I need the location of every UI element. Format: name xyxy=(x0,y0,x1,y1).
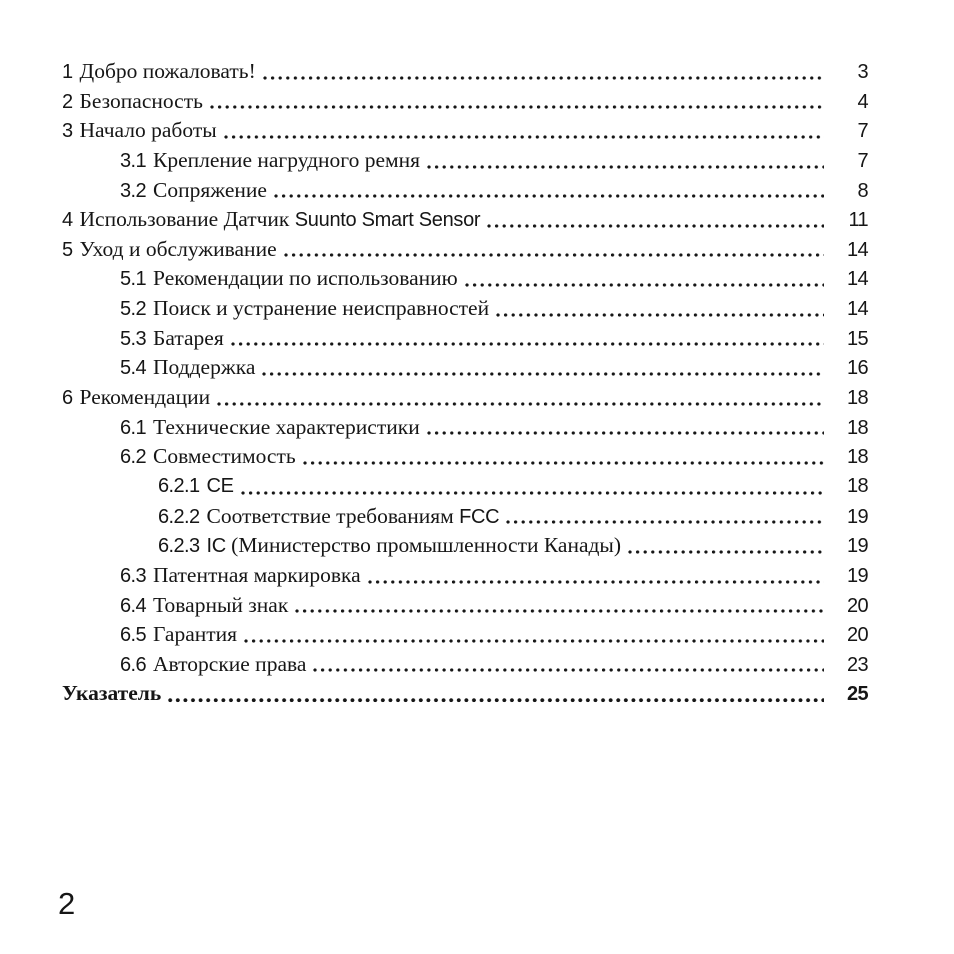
toc-entry-number: 3.2 xyxy=(120,179,147,202)
table-of-contents xyxy=(62,57,868,709)
toc-entry xyxy=(62,679,868,709)
toc-entry-number: 6.2.3 xyxy=(158,535,200,558)
toc-entry-number: 6 xyxy=(62,387,73,410)
toc-entry-title xyxy=(153,294,489,326)
toc-entry-page: 3 xyxy=(857,61,868,83)
toc-entry xyxy=(62,591,868,621)
dot-leader xyxy=(231,342,824,346)
toc-entry-title-part: FCC xyxy=(459,505,500,528)
dot-leader xyxy=(244,639,824,643)
toc-entry-page: 19 xyxy=(846,535,868,558)
toc-entry xyxy=(62,413,868,443)
toc-entry-title xyxy=(80,116,217,148)
toc-entry-title-part: Авторские права xyxy=(153,651,307,676)
toc-entry-number: 6.5 xyxy=(120,624,147,647)
dot-leader xyxy=(217,402,824,406)
toc-entry-number: 6.2 xyxy=(120,446,147,469)
toc-entry-title-part: Использование Датчик xyxy=(79,207,295,232)
dot-leader xyxy=(427,431,824,435)
toc-entry-page: 18 xyxy=(846,387,868,410)
toc-entry-title xyxy=(153,561,361,593)
dot-leader xyxy=(628,550,824,554)
toc-entry-title xyxy=(206,531,621,563)
toc-entry-title-part: Уход и обслуживание xyxy=(79,236,277,261)
dot-leader xyxy=(303,461,824,465)
toc-entry-title xyxy=(80,235,277,267)
toc-entry xyxy=(62,146,868,176)
toc-entry-page: 20 xyxy=(846,624,868,647)
toc-entry-number: 6.3 xyxy=(120,564,147,587)
toc-entry-title xyxy=(153,324,224,356)
toc-entry-title-part: Батарея xyxy=(153,325,224,350)
toc-entry-title-part: Технические характеристики xyxy=(153,414,420,439)
toc-entry-title-part: IC xyxy=(206,535,232,558)
toc-entry xyxy=(62,87,868,117)
toc-entry xyxy=(62,324,868,354)
dot-leader xyxy=(427,165,824,169)
toc-entry-title-part: Товарный знак xyxy=(153,592,289,617)
toc-entry-page: 18 xyxy=(846,446,868,469)
toc-entry-page: 18 xyxy=(846,416,868,439)
dot-leader xyxy=(241,491,824,495)
toc-entry-number: 6.1 xyxy=(120,416,147,439)
dot-leader xyxy=(295,609,824,613)
toc-entry-title xyxy=(80,383,211,415)
toc-entry-title-part: Патентная маркировка xyxy=(153,562,361,587)
footer-page-number: 2 xyxy=(58,886,76,921)
dot-leader xyxy=(368,580,824,584)
toc-entry-number: 3 xyxy=(62,120,73,143)
toc-entry xyxy=(62,294,868,324)
toc-entry-title-part: Совместимость xyxy=(153,444,296,469)
toc-entry-number: 6.4 xyxy=(120,594,147,617)
toc-entry-title-part: Крепление нагрудного ремня xyxy=(153,147,420,172)
toc-entry-page: 7 xyxy=(857,149,868,172)
toc-entry-page: 8 xyxy=(857,179,868,202)
dot-leader xyxy=(263,76,824,80)
toc-entry-page: 18 xyxy=(846,474,868,497)
toc-entry-number: 4 xyxy=(62,209,73,232)
toc-entry-title xyxy=(80,205,481,237)
toc-entry-title-part: Добро пожаловать! xyxy=(79,59,256,83)
toc-entry-title-part: Гарантия xyxy=(153,622,238,647)
toc-entry-title-part: Рекомендации xyxy=(79,385,211,410)
toc-entry-title-part: Начало работы xyxy=(79,118,217,143)
toc-entry-number: 2 xyxy=(62,90,73,113)
toc-entry xyxy=(62,235,868,265)
toc-entry xyxy=(62,57,868,87)
toc-entry-page: 23 xyxy=(846,653,868,676)
toc-entry-title-part: (Министерство промышленности Канады) xyxy=(231,533,622,558)
toc-entry-number: 6.6 xyxy=(120,653,147,676)
toc-entry-number: 5.4 xyxy=(120,357,147,380)
toc-entry-page: 19 xyxy=(846,505,868,528)
toc-entry-number: 5 xyxy=(62,238,73,261)
dot-leader xyxy=(465,283,824,287)
toc-entry xyxy=(62,561,868,591)
dot-leader xyxy=(210,105,824,109)
dot-leader xyxy=(284,253,824,257)
toc-entry-title-part: Поддержка xyxy=(153,355,256,380)
toc-entry xyxy=(62,650,868,680)
toc-entry-title xyxy=(206,472,233,503)
dot-leader xyxy=(313,668,824,672)
toc-entry-title xyxy=(80,57,256,89)
toc-entry-title-part: Сопряжение xyxy=(153,177,267,202)
toc-entry-title xyxy=(153,176,267,208)
toc-entry-title-part: Поиск и устранение неисправностей xyxy=(153,296,490,321)
toc-entry-title-part: Suunto Smart Sensor xyxy=(294,209,481,232)
toc-entry xyxy=(62,472,868,502)
dot-leader xyxy=(168,698,824,703)
toc-entry-title xyxy=(153,413,420,445)
toc-entry-page: 25 xyxy=(846,683,868,706)
toc-entry-number: 3.1 xyxy=(120,149,147,172)
toc-entry xyxy=(62,531,868,561)
toc-entry-number: 5.1 xyxy=(120,268,147,291)
dot-leader xyxy=(496,313,824,317)
toc-entry-title-part: Указатель xyxy=(62,681,162,706)
dot-leader xyxy=(224,135,824,139)
toc-entry-page: 20 xyxy=(846,594,868,617)
toc-entry xyxy=(62,383,868,413)
toc-entry-title-part: Соответствие требованиям xyxy=(206,503,460,528)
toc-entry-title xyxy=(153,620,237,652)
toc-entry-page: 14 xyxy=(846,238,868,261)
toc-entry-title xyxy=(153,650,306,682)
toc-entry-page: 16 xyxy=(846,357,868,380)
toc-entry-title xyxy=(153,442,296,474)
toc-entry xyxy=(62,442,868,472)
toc-entry-number: 6.2.1 xyxy=(158,474,200,497)
toc-entry xyxy=(62,264,868,294)
dot-leader xyxy=(506,520,824,524)
toc-entry xyxy=(62,205,868,235)
toc-entry-title xyxy=(80,87,203,119)
toc-entry xyxy=(62,116,868,146)
toc-entry xyxy=(62,502,868,532)
toc-entry-title-part: Безопасность xyxy=(79,88,203,113)
toc-entry-page: 15 xyxy=(846,327,868,350)
dot-leader xyxy=(262,372,824,376)
dot-leader xyxy=(487,224,824,228)
toc-entry-page: 19 xyxy=(846,564,868,587)
toc-entry-title xyxy=(153,353,255,385)
toc-entry-title-part: Рекомендации по использованию xyxy=(153,266,458,291)
dot-leader xyxy=(274,194,824,198)
toc-entry-title xyxy=(153,146,420,178)
toc-entry-title-part: CE xyxy=(206,474,234,497)
toc-entry-page: 14 xyxy=(846,298,868,321)
toc-entry-page: 11 xyxy=(848,209,868,232)
toc-entry xyxy=(62,620,868,650)
toc-entry-title xyxy=(62,679,161,711)
toc-entry-title xyxy=(153,591,288,623)
toc-entry-page: 14 xyxy=(846,268,868,291)
toc-entry-title xyxy=(206,502,499,534)
toc-entry-page: 4 xyxy=(857,90,868,113)
toc-entry-number: 5.3 xyxy=(120,327,147,350)
toc-entry xyxy=(62,353,868,383)
toc-entry xyxy=(62,176,868,206)
toc-entry-number: 1 xyxy=(62,61,73,83)
toc-entry-title xyxy=(153,264,458,296)
toc-entry-number: 5.2 xyxy=(120,298,147,321)
toc-entry-number: 6.2.2 xyxy=(158,505,200,528)
toc-entry-page: 7 xyxy=(857,120,868,143)
